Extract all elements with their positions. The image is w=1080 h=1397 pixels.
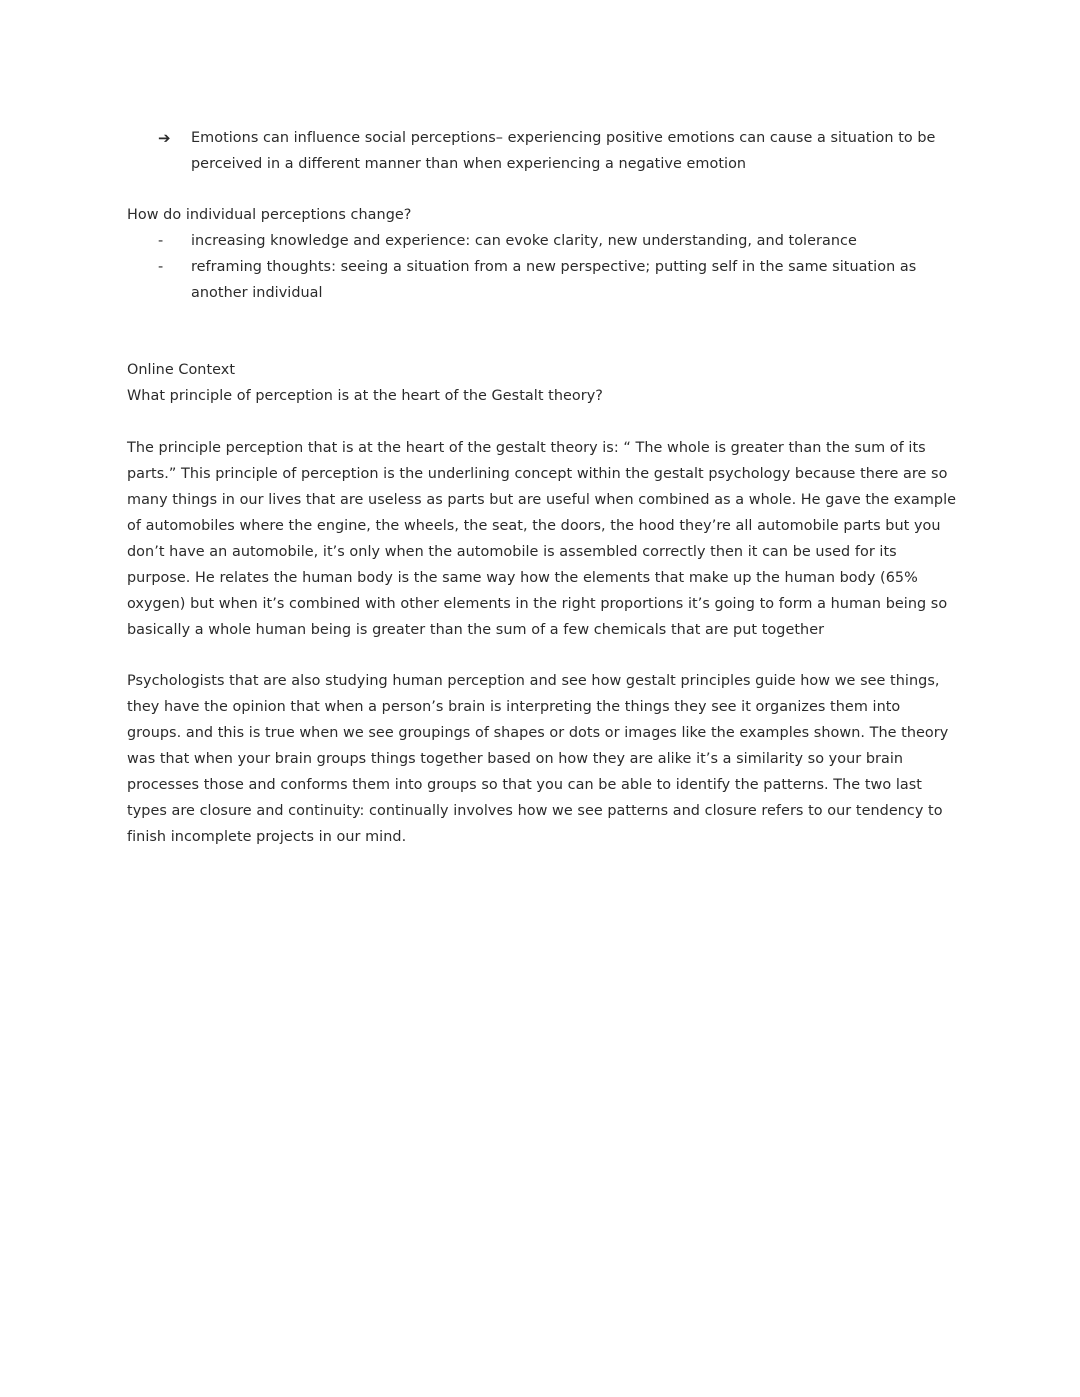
- list-item-text: increasing knowledge and experience: can evoke clarity, new understanding, and tolerance: [191, 233, 857, 249]
- paragraph: The principle perception that is at the heart of the gestalt theory is: “ The whole is greater than the sum of its parts.” This principle of perception is the underlining concept within the gestalt psychology because there are so many things in our lives that are useless as parts but are useful when combined as a whole. He gave the example of automobiles where the engine, the wheels, the seat, the doors, the hood they’re all automobile parts but you don’t have an automobile, it’s only when the automobile is assembled correctly then it can be used for its purpose. He relates the human body is the same way how the elements that make up the human body (65% oxygen) but when it’s combined with other elements in the right proportions it’s going to form a human being so basically a whole human being is greater than the sum of a few chemicals that are put together: [127, 440, 957, 638]
- list-item: [127, 228, 957, 254]
- perception-change-section: [127, 202, 957, 306]
- list-item-text: reframing thoughts: seeing a situation from a new perspective; putting self in the same situation as another individual: [191, 259, 917, 301]
- dash-bullet-icon: -: [158, 233, 164, 249]
- arrow-bullet-item: [127, 125, 957, 177]
- section-question: What principle of perception is at the heart of the Gestalt theory?: [127, 388, 603, 404]
- section-heading: How do individual perceptions change?: [127, 207, 412, 223]
- section-title: Online Context: [127, 362, 236, 378]
- list-item: [127, 254, 957, 306]
- paragraph: Psychologists that are also studying human perception and see how gestalt principles guide how we see things, they have the opinion that when a person’s brain is interpreting the things they see it organizes them into groups. and this is true when we see groupings of shapes or dots or images like the examples shown. The theory was that when your brain groups things together based on how they are alike it’s a similarity so your brain processes those and conforms them into groups so that you can be able to identify the patterns. The two last types are closure and continuity: continually involves how we see patterns and closure refers to our tendency to finish incomplete projects in our mind.: [127, 673, 949, 845]
- online-context-section: [127, 357, 957, 409]
- arrow-bullet-text: Emotions can influence social perceptions– experiencing positive emotions can cause a situation to be perceived in a different manner than when experiencing a negative emotion: [191, 130, 936, 172]
- dash-bullet-icon: -: [158, 259, 164, 275]
- dash-list: [127, 228, 957, 306]
- right-arrow-icon: ➔: [158, 129, 171, 147]
